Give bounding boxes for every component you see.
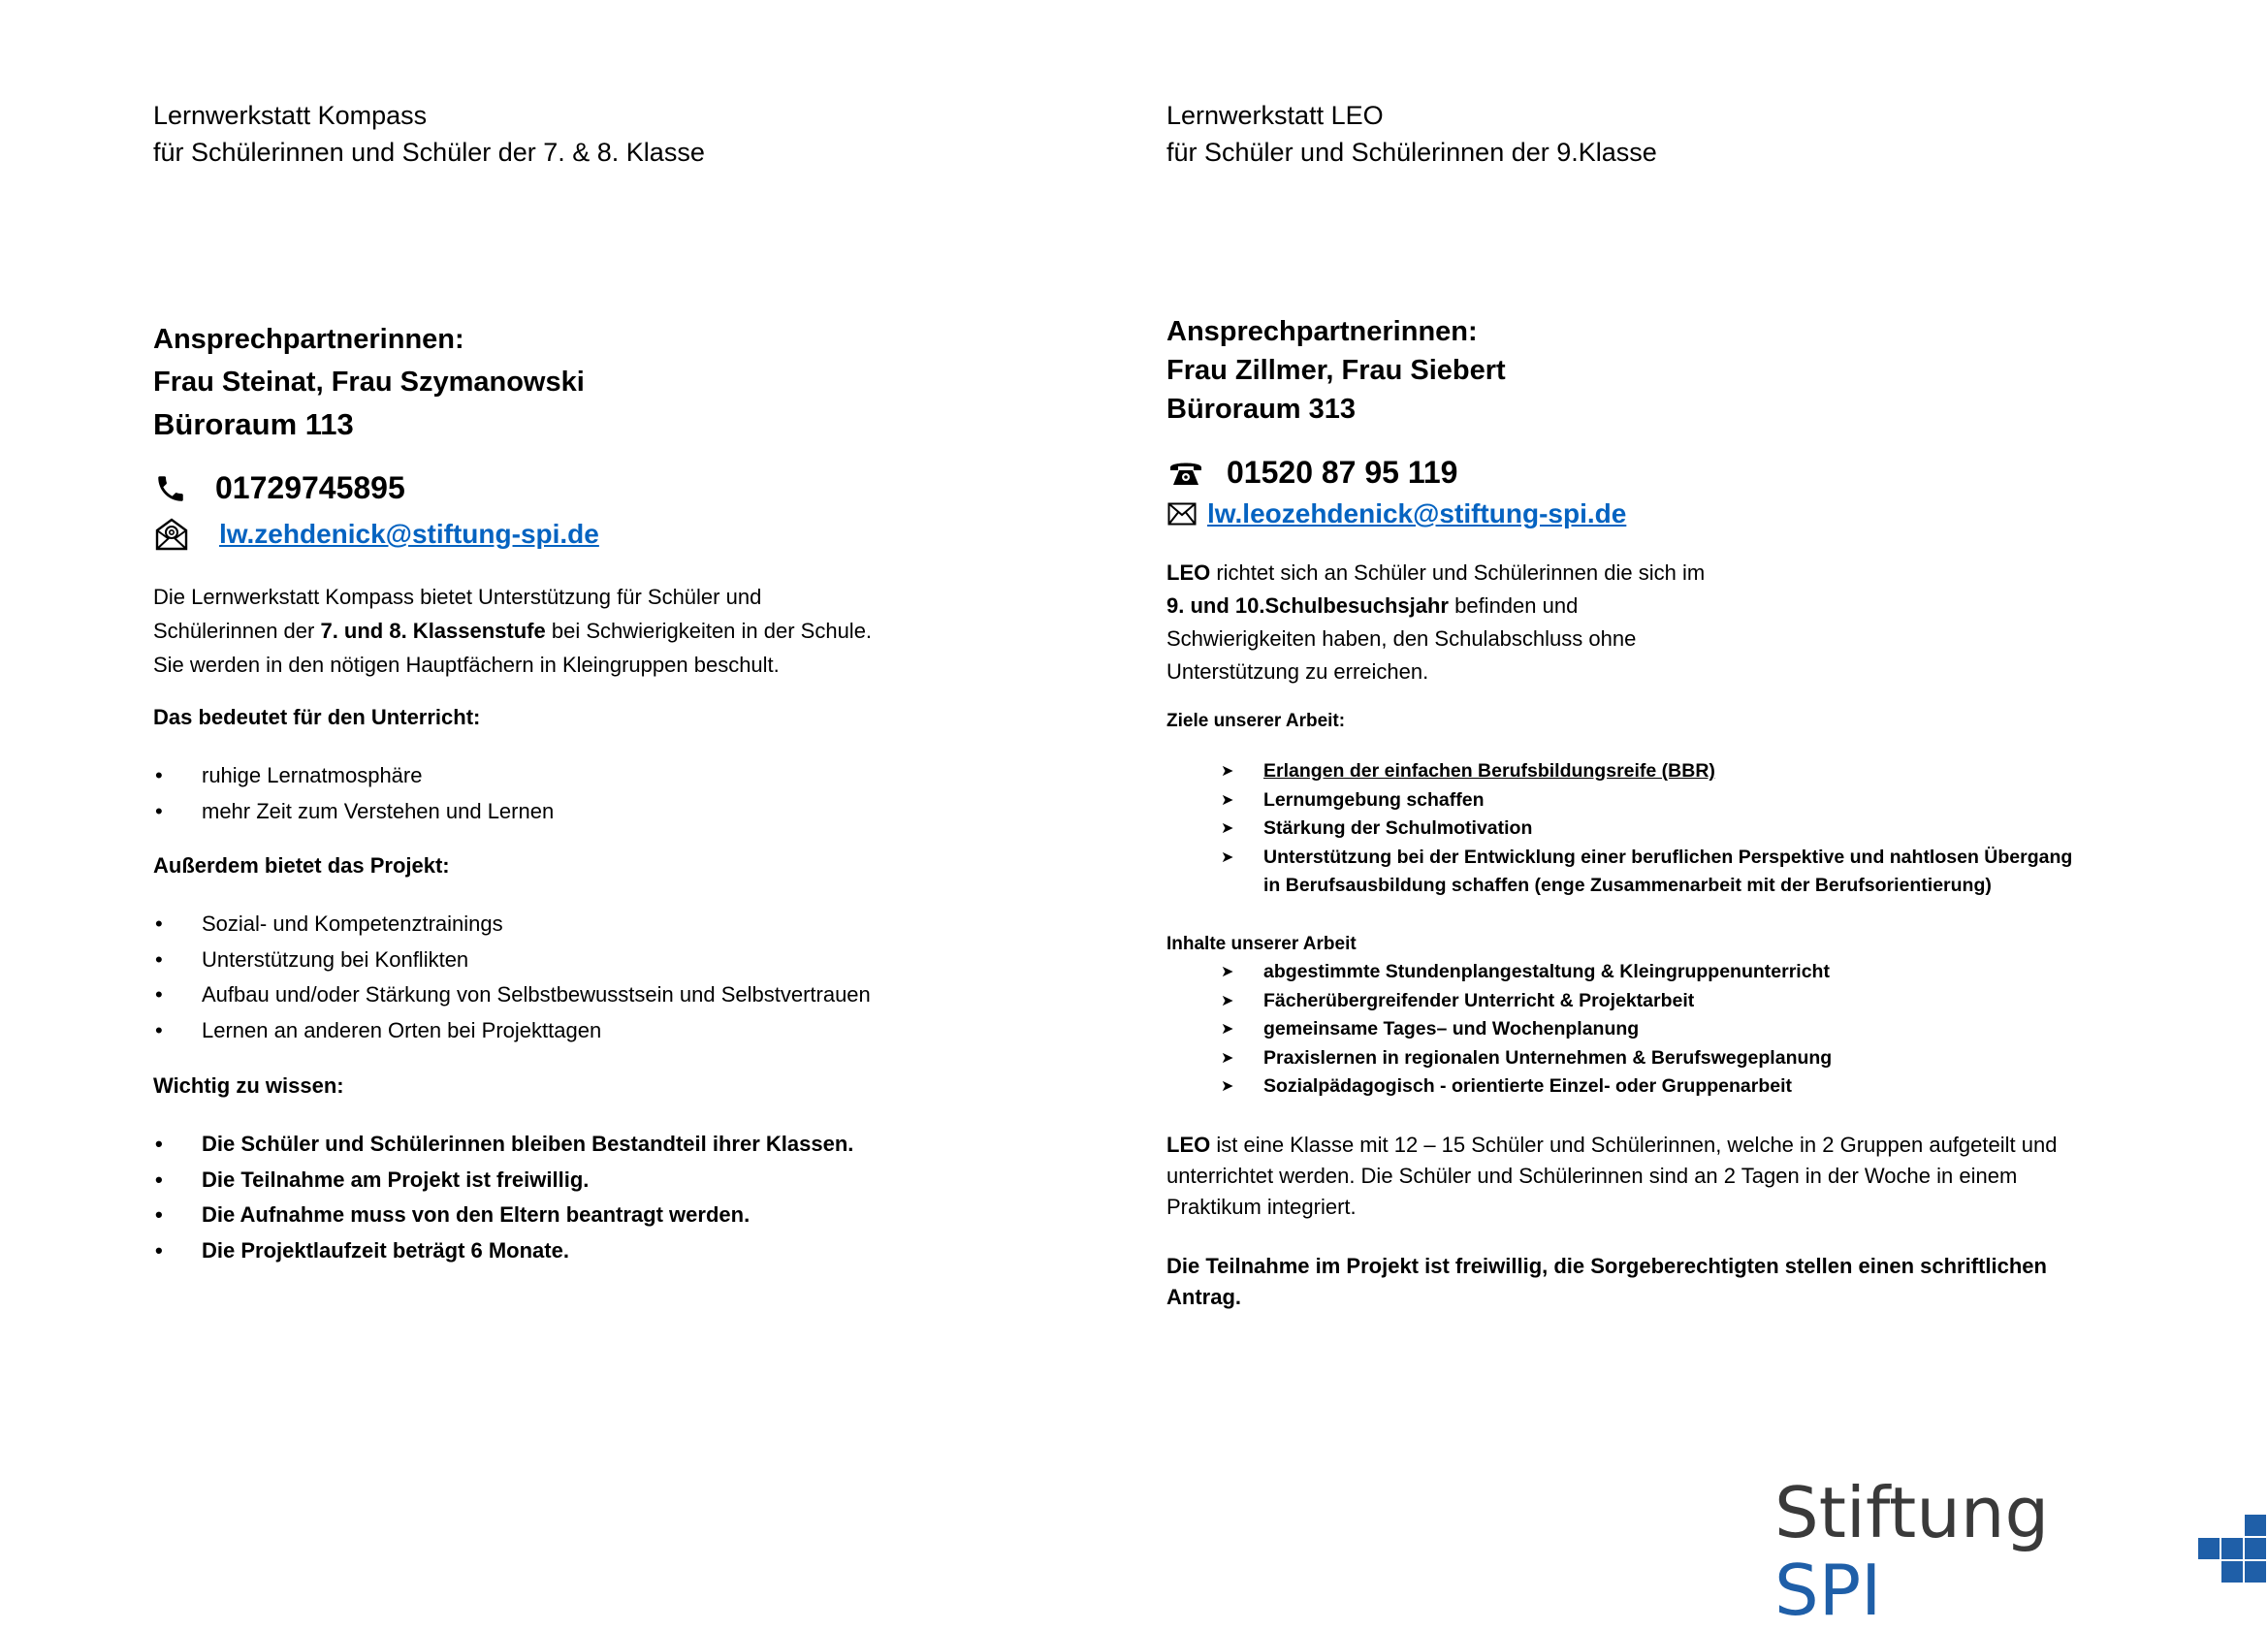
right-phone-row <box>1166 455 1457 491</box>
left-intro <box>153 580 872 682</box>
left-section3-list <box>153 1127 1045 1268</box>
left-intro-line-2c: bei Schwierigkeiten in der Schule. <box>545 619 873 643</box>
left-subtitle: für Schülerinnen und Schüler der 7. & 8. Klasse <box>153 138 705 167</box>
arrow-bullet-icon: ➤ <box>1221 964 1234 980</box>
right-paragraph-1 <box>1166 1130 2136 1223</box>
right-content-text: Praxislernen in regionalen Unternehmen & Berufswegeplanung <box>1263 1046 1833 1069</box>
list-item <box>1166 1015 2136 1044</box>
arrow-bullet-icon: ➤ <box>1221 1049 1234 1067</box>
right-email-link[interactable]: lw.leozehdenick@stiftung-spi.de <box>1207 498 1627 528</box>
left-intro-line-3: Sie werden in den nötigen Hauptfächern in Kleingruppen beschult. <box>153 653 780 677</box>
right-subtitle: für Schüler und Schülerinnen der 9.Klasse <box>1166 138 1657 167</box>
right-intro-line-4: Unterstützung zu erreichen. <box>1166 659 1429 684</box>
left-intro-line-2 <box>153 614 872 648</box>
right-para2-line-2: Antrag. <box>1166 1285 1241 1309</box>
logo-wordmark <box>1774 1474 2140 1629</box>
right-email-row <box>1166 498 1626 529</box>
list-item: • ruhige Lernatmosphäre <box>153 758 1026 794</box>
list-item: • Aufbau und/oder Stärkung von Selbstbewusstsein und Selbstvertrauen <box>153 977 1045 1013</box>
list-item <box>1166 958 2136 987</box>
left-section2-list <box>153 907 1045 1048</box>
left-intro-line-1: Die Lernwerkstatt Kompass bietet Unterstützung für Schüler und <box>153 585 762 609</box>
list-item: • Die Teilnahme am Projekt ist freiwillig. <box>153 1163 1045 1199</box>
logo-word-spi: SPI <box>1774 1550 1882 1631</box>
right-intro-bold-years: 9. und 10.Schulbesuchsjahr <box>1166 593 1449 618</box>
list-item <box>1166 1072 2136 1102</box>
left-phone-row <box>153 470 405 506</box>
right-goals-list <box>1166 757 2136 901</box>
list-item <box>1166 757 2136 786</box>
left-title: Lernwerkstatt Kompass <box>153 101 428 130</box>
right-intro-line-2b: befinden und <box>1448 593 1579 618</box>
right-intro-leo: LEO <box>1166 560 1211 585</box>
right-phone-number: 01520 87 95 119 <box>1227 455 1458 490</box>
left-intro-line-2a: Schülerinnen der <box>153 619 321 643</box>
list-item: • Sozial- und Kompetenztrainings <box>153 907 1045 943</box>
list-item: • Lernen an anderen Orten bei Projekttagen <box>153 1013 1045 1049</box>
left-header <box>153 97 705 171</box>
left-intro-bold-grade: 7. und 8. Klassenstufe <box>320 619 546 643</box>
right-para1-line-2: unterrichtet werden. Die Schüler und Schülerinnen sind an 2 Tagen in der Woche in einem <box>1166 1164 2018 1188</box>
left-email-link[interactable]: lw.zehdenick@stiftung-spi.de <box>219 519 599 549</box>
list-item: • mehr Zeit zum Verstehen und Lernen <box>153 794 1026 830</box>
stiftung-spi-logo <box>1774 1474 2268 1629</box>
logo-word-stiftung: Stiftung <box>1774 1472 2050 1553</box>
list-item: • Die Schüler und Schülerinnen bleiben Bestandteil ihrer Klassen. <box>153 1127 1045 1163</box>
left-contact-heading: Ansprechpartnerinnen: <box>153 324 464 355</box>
list-item <box>1166 1044 2136 1073</box>
arrow-bullet-icon: ➤ <box>1221 763 1234 780</box>
right-intro-line-3: Schwierigkeiten haben, den Schulabschluss ohne <box>1166 626 1637 651</box>
right-para1-leo: LEO <box>1166 1133 1211 1157</box>
right-content-list <box>1166 958 2136 1102</box>
list-item <box>1166 872 2136 901</box>
left-section2-heading: Außerdem bietet das Projekt: <box>153 853 450 878</box>
right-para2-line-1: Die Teilnahme im Projekt ist freiwillig, die Sorgeberechtigten stellen einen schriftlichen <box>1166 1254 2047 1278</box>
right-goal-text: Unterstützung bei der Entwicklung einer beruflichen Perspektive und nahtlosen Übergang <box>1263 846 2073 868</box>
right-para1-line-3: Praktikum integriert. <box>1166 1195 1357 1219</box>
right-contact-names: Frau Zillmer, Frau Siebert <box>1166 355 1506 386</box>
arrow-bullet-icon: ➤ <box>1221 992 1234 1009</box>
right-intro-line-2 <box>1166 590 1705 623</box>
right-goal-text: Lernumgebung schaffen <box>1263 788 1485 811</box>
right-para1-line-1 <box>1166 1130 2136 1161</box>
right-intro <box>1166 557 1705 688</box>
right-content-text: Sozialpädagogisch - orientierte Einzel- oder Gruppenarbeit <box>1263 1075 1793 1097</box>
logo-squares-icon <box>2198 1515 2268 1589</box>
left-email-row <box>153 516 599 553</box>
list-item: • Die Aufnahme muss von den Eltern beantragt werden. <box>153 1198 1045 1233</box>
envelope-icon <box>1166 501 1198 527</box>
right-paragraph-2 <box>1166 1251 2136 1313</box>
right-office: Büroraum 313 <box>1166 394 1357 425</box>
list-item <box>1166 786 2136 816</box>
right-para1-line-1b: ist eine Klasse mit 12 – 15 Schüler und Schülerinnen, welche in 2 Gruppen aufgeteilt und <box>1210 1133 2058 1157</box>
left-contact-names: Frau Steinat, Frau Szymanowski <box>153 367 585 398</box>
left-phone-number: 01729745895 <box>215 470 405 505</box>
list-item <box>1166 815 2136 844</box>
arrow-bullet-icon: ➤ <box>1221 820 1234 837</box>
left-section1-list <box>153 758 1026 829</box>
right-content-text: gemeinsame Tages– und Wochenplanung <box>1263 1018 1640 1039</box>
left-section1-heading: Das bedeutet für den Unterricht: <box>153 705 481 729</box>
arrow-bullet-icon: ➤ <box>1221 848 1234 866</box>
right-goal-text-continued: in Berufsausbildung schaffen (enge Zusammenarbeit mit der Berufsorientierung) <box>1263 875 1992 896</box>
right-header <box>1166 97 1657 171</box>
left-office: Büroraum 113 <box>153 407 354 441</box>
list-item <box>1166 844 2136 873</box>
arrow-bullet-icon: ➤ <box>1221 1021 1234 1038</box>
telephone-icon <box>1166 459 1205 488</box>
list-item: • Die Projektlaufzeit beträgt 6 Monate. <box>153 1233 1045 1269</box>
right-title: Lernwerkstatt LEO <box>1166 101 1384 130</box>
right-intro-line-1 <box>1166 557 1705 590</box>
right-content-text: abgestimmte Stundenplangestaltung & Kleingruppenunterricht <box>1263 961 1830 982</box>
envelope-at-icon <box>153 516 190 553</box>
list-item <box>1166 987 2136 1016</box>
left-section3-heading: Wichtig zu wissen: <box>153 1073 344 1098</box>
right-intro-line-1b: richtet sich an Schüler und Schülerinnen die sich im <box>1210 560 1706 585</box>
right-contact-heading: Ansprechpartnerinnen: <box>1166 316 1478 347</box>
right-content-text: Fächerübergreifender Unterricht & Projektarbeit <box>1263 989 1695 1011</box>
right-goal-text: Erlangen der einfachen Berufsbildungsreife (BBR) <box>1263 760 1715 782</box>
right-content-heading: Inhalte unserer Arbeit <box>1166 934 1357 954</box>
arrow-bullet-icon: ➤ <box>1221 1078 1234 1095</box>
phone-handset-icon <box>153 471 188 506</box>
left-contact-block <box>153 318 585 446</box>
arrow-bullet-icon: ➤ <box>1221 791 1234 809</box>
list-item: • Unterstützung bei Konflikten <box>153 943 1045 978</box>
right-goals-heading: Ziele unserer Arbeit: <box>1166 711 1346 731</box>
right-goal-text: Stärkung der Schulmotivation <box>1263 817 1533 839</box>
right-contact-block <box>1166 312 1506 429</box>
